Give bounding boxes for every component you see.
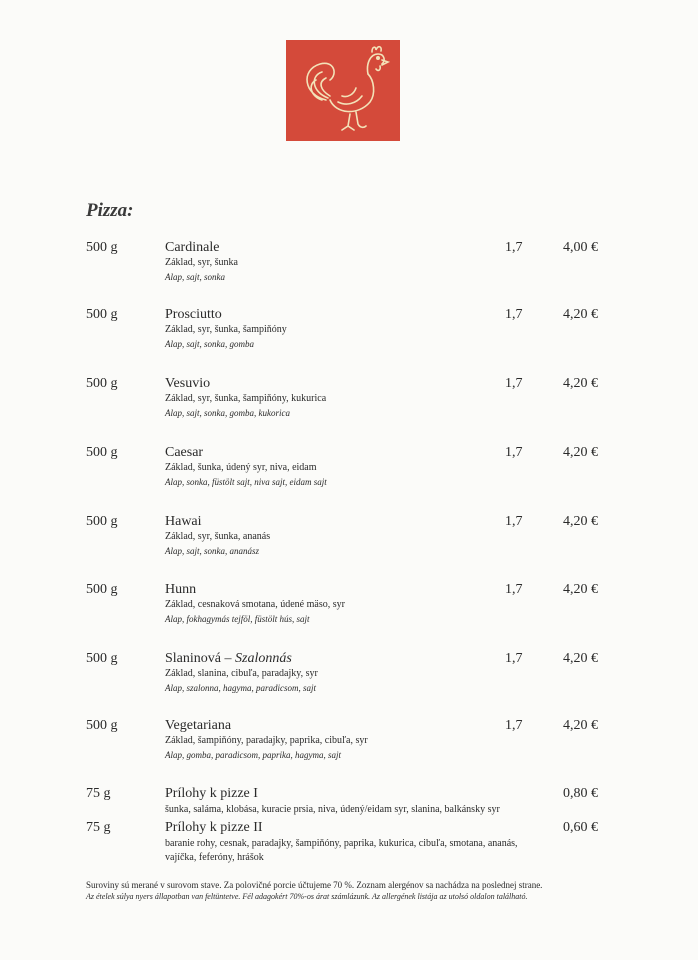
item-name (165, 307, 222, 323)
item-price: 4,20 € (563, 445, 598, 460)
item-price: 4,20 € (563, 718, 598, 733)
item-name-sk: Hunn (165, 582, 197, 597)
item-weight: 500 g (86, 376, 118, 391)
restaurant-logo (286, 40, 400, 141)
item-name (165, 582, 196, 598)
item-name-sk: Caesar (165, 445, 204, 460)
item-price: 4,20 € (563, 651, 598, 666)
item-name-sk: Vegetariana (165, 718, 232, 733)
item-price: 4,20 € (563, 376, 598, 391)
item-name-sk: Slaninová – (165, 651, 235, 666)
item-description-hu: Alap, sajt, sonka, gomba (165, 339, 254, 349)
item-allergens: 1,7 (505, 376, 523, 391)
item-description-hu: Alap, szalonna, hagyma, paradicsom, sajt (165, 683, 317, 693)
item-name (165, 514, 202, 530)
item-description-hu: Alap, sajt, sonka, ananász (165, 546, 260, 556)
item-weight: 500 g (86, 240, 118, 255)
extra-name: Prílohy k pizze II (165, 820, 263, 835)
item-description-sk: Základ, slanina, cibuľa, paradajky, syr (165, 668, 318, 679)
extra-price: 0,60 € (563, 820, 598, 835)
item-allergens: 1,7 (505, 582, 523, 597)
item-name (165, 651, 292, 667)
item-description-sk: Základ, šunka, údený syr, niva, eidam (165, 462, 317, 473)
item-name (165, 445, 203, 461)
footer-note-sk: Suroviny sú merané v surovom stave. Za polovičné porcie účtujeme 70 %. Zoznam alergénov sa nachádza na poslednej strane. (86, 880, 543, 890)
section-title: Pizza: (86, 200, 134, 221)
item-weight: 500 g (86, 514, 118, 529)
footer-note-hu: Az ételek súlya nyers állapotban van feltüntetve. Fél adagokért 70%-os árat számlázunk. Az allergének listája az utolsó oldalon található. (86, 892, 528, 901)
item-weight: 500 g (86, 445, 118, 460)
item-name (165, 376, 210, 392)
item-description-hu: Alap, fokhagymás tejföl, füstölt hús, sajt (165, 614, 310, 624)
footer-note (86, 880, 616, 901)
item-price: 4,00 € (563, 240, 598, 255)
item-description-sk: Základ, šampiňóny, paradajky, paprika, cibuľa, syr (165, 735, 368, 746)
item-price: 4,20 € (563, 514, 598, 529)
extra-name: Prílohy k pizze I (165, 786, 258, 801)
item-weight: 500 g (86, 651, 118, 666)
item-description-hu: Alap, sonka, füstölt sajt, niva sajt, eidam sajt (165, 477, 327, 487)
item-weight: 500 g (86, 307, 118, 322)
item-name-hu: Szalonnás (235, 651, 292, 666)
item-price: 4,20 € (563, 307, 598, 322)
rooster-icon (286, 40, 400, 141)
item-description-hu: Alap, sajt, sonka (165, 272, 225, 282)
item-name-sk: Hawai (165, 514, 202, 529)
item-weight: 500 g (86, 582, 118, 597)
item-price: 4,20 € (563, 582, 598, 597)
item-description-sk: Základ, syr, šunka, ananás (165, 531, 271, 542)
item-name-sk: Vesuvio (165, 376, 211, 391)
extra-weight: 75 g (86, 820, 111, 835)
item-weight: 500 g (86, 718, 118, 733)
item-allergens: 1,7 (505, 514, 523, 529)
item-allergens: 1,7 (505, 307, 523, 322)
item-name-sk: Prosciutto (165, 307, 222, 322)
item-description-sk: Základ, syr, šunka, šampiňóny (165, 324, 287, 335)
item-name (165, 718, 231, 734)
item-description-hu: Alap, gomba, paradicsom, paprika, hagyma, sajt (165, 750, 341, 760)
item-name-sk: Cardinale (165, 240, 220, 255)
extra-price: 0,80 € (563, 786, 598, 801)
item-description-hu: Alap, sajt, sonka, gomba, kukorica (165, 408, 290, 418)
item-description-sk: Základ, syr, šunka, šampiňóny, kukurica (165, 393, 327, 404)
item-allergens: 1,7 (505, 651, 523, 666)
extra-description: baranie rohy, cesnak, paradajky, šampiňóny, paprika, kukurica, cibuľa, smotana, ananás, vajíčka, feferóny, hrášok (165, 838, 518, 863)
item-allergens: 1,7 (505, 445, 523, 460)
extra-description: šunka, saláma, klobása, kuracie prsia, niva, údený/eidam syr, slanina, balkánsky syr (165, 804, 500, 815)
item-allergens: 1,7 (505, 718, 523, 733)
item-allergens: 1,7 (505, 240, 523, 255)
extra-weight: 75 g (86, 786, 111, 801)
item-description-sk: Základ, cesnaková smotana, údené mäso, syr (165, 599, 345, 610)
item-name (165, 240, 219, 256)
item-description-sk: Základ, syr, šunka (165, 257, 238, 268)
